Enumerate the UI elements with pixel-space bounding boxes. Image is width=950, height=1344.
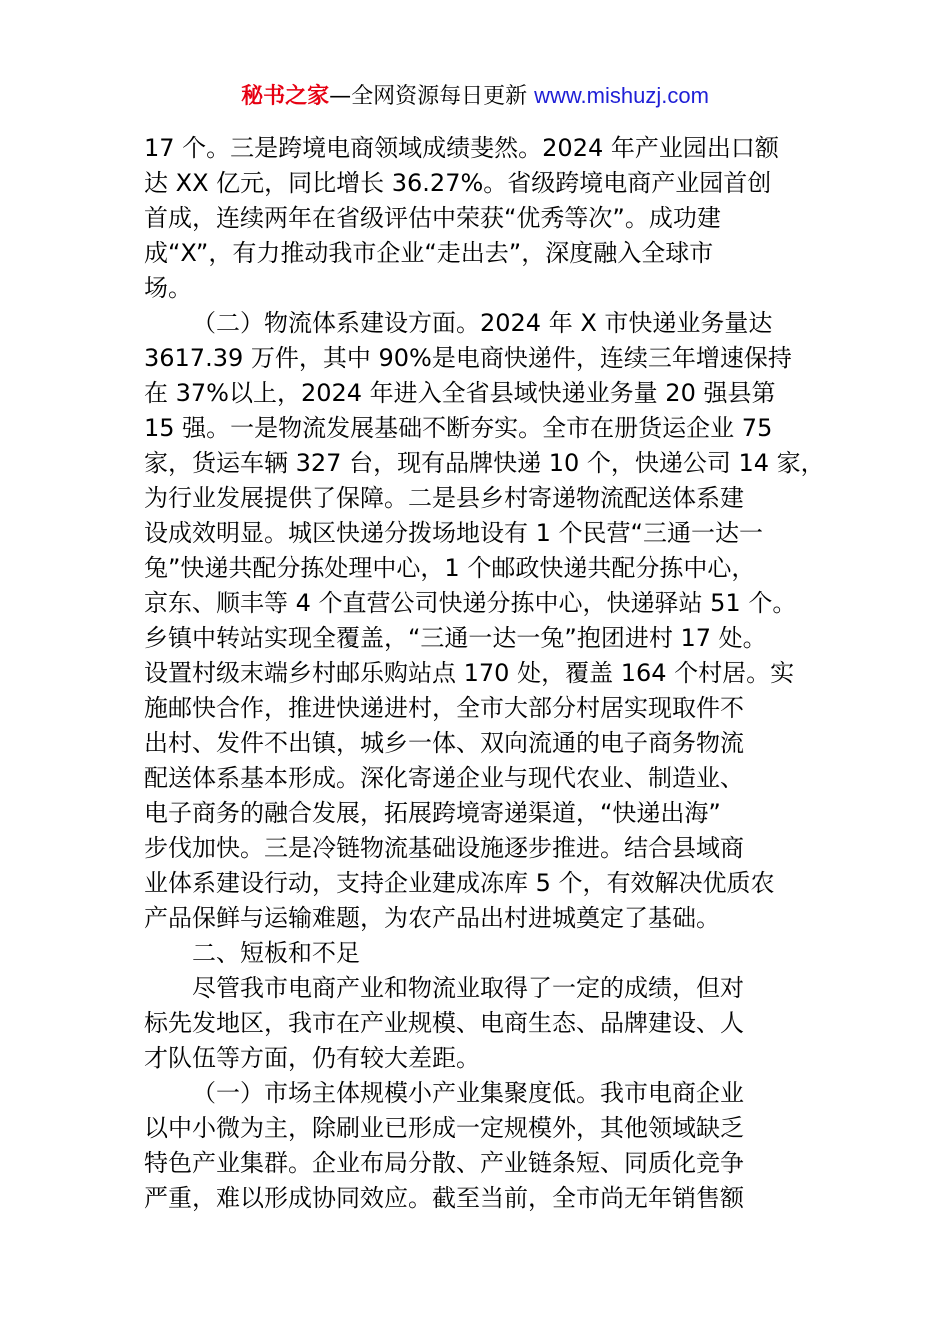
paragraph-line: 3617.39 万件，其中 90%是电商快递件，连续三年增速保持	[144, 344, 792, 372]
paragraph	[144, 306, 834, 936]
paragraph-line: 15 强。一是物流发展基础不断夯实。全市在册货运企业 75	[144, 414, 773, 442]
paragraph-line: 17 个。三是跨境电商领域成绩斐然。2024 年产业园出口额	[144, 134, 779, 162]
paragraph-line: 成“X”，有力推动我市企业“走出去”，深度融入全球市	[144, 239, 714, 267]
paragraph	[144, 1076, 834, 1216]
document-body	[144, 131, 834, 1216]
site-brand: 秘书之家	[241, 84, 330, 109]
paragraph-line: 为行业发展提供了保障。二是县乡村寄递物流配送体系建	[144, 484, 744, 512]
paragraph-line: 业体系建设行动，支持企业建成冻库 5 个，有效解决优质农	[144, 869, 775, 897]
paragraph-line: 京东、顺丰等 4 个直营公司快递分拣中心，快递驿站 51 个。	[144, 589, 797, 617]
paragraph-line: 步伐加快。三是冷链物流基础设施逐步推进。结合县域商	[144, 834, 744, 862]
paragraph-line: 以中小微为主，除刷业已形成一定规模外，其他领域缺乏	[144, 1114, 744, 1142]
paragraph-line: 首成，连续两年在省级评估中荣获“优秀等次”。成功建	[144, 204, 721, 232]
paragraph-line: 严重，难以形成协同效应。截至当前，全市尚无年销售额	[144, 1184, 744, 1212]
paragraph-line: 达 XX 亿元，同比增长 36.27%。省级跨境电商产业园首创	[144, 169, 772, 197]
site-tagline: —全网资源每日更新	[329, 84, 535, 109]
paragraph-line: 兔”快递共配分拣处理中心，1 个邮政快递共配分拣中心，	[144, 554, 756, 582]
paragraph	[144, 936, 834, 971]
paragraph-line: 家，货运车辆 327 台，现有品牌快递 10 个，快递公司 14 家，	[144, 449, 825, 477]
paragraph-line: 特色产业集群。企业布局分散、产业链条短、同质化竞争	[144, 1149, 744, 1177]
paragraph-line: 配送体系基本形成。深化寄递企业与现代农业、制造业、	[144, 764, 744, 792]
paragraph-line: （二）物流体系建设方面。2024 年 X 市快递业务量达	[192, 309, 773, 337]
paragraph-line: 乡镇中转站实现全覆盖，“三通一达一兔”抱团进村 17 处。	[144, 624, 767, 652]
paragraph-line: 产品保鲜与运输难题，为农产品出村进城奠定了基础。	[144, 904, 720, 932]
paragraph-line: 标先发地区，我市在产业规模、电商生态、品牌建设、人	[144, 1009, 744, 1037]
site-url-link[interactable]: www.mishuzj.com	[534, 83, 709, 108]
paragraph	[144, 971, 834, 1076]
paragraph-line: 尽管我市电商产业和物流业取得了一定的成绩，但对	[192, 974, 744, 1002]
paragraph-line: 才队伍等方面，仍有较大差距。	[144, 1044, 480, 1072]
paragraph-line: 施邮快合作，推进快递进村，全市大部分村居实现取件不	[144, 694, 744, 722]
paragraph	[144, 131, 834, 306]
paragraph-line: 二、短板和不足	[192, 939, 360, 967]
paragraph-line: 设置村级末端乡村邮乐购站点 170 处，覆盖 164 个村居。实	[144, 659, 795, 687]
paragraph-line: 场。	[144, 274, 192, 302]
paragraph-line: 在 37%以上，2024 年进入全省县域快递业务量 20 强县第	[144, 379, 776, 407]
paragraph-line: （一）市场主体规模小产业集聚度低。我市电商企业	[192, 1079, 744, 1107]
paragraph-line: 设成效明显。城区快递分拨场地设有 1 个民营“三通一达一	[144, 519, 763, 547]
site-header	[0, 78, 950, 115]
paragraph-line: 出村、发件不出镇，城乡一体、双向流通的电子商务物流	[144, 729, 744, 757]
paragraph-line: 电子商务的融合发展，拓展跨境寄递渠道，“快递出海”	[144, 799, 721, 827]
